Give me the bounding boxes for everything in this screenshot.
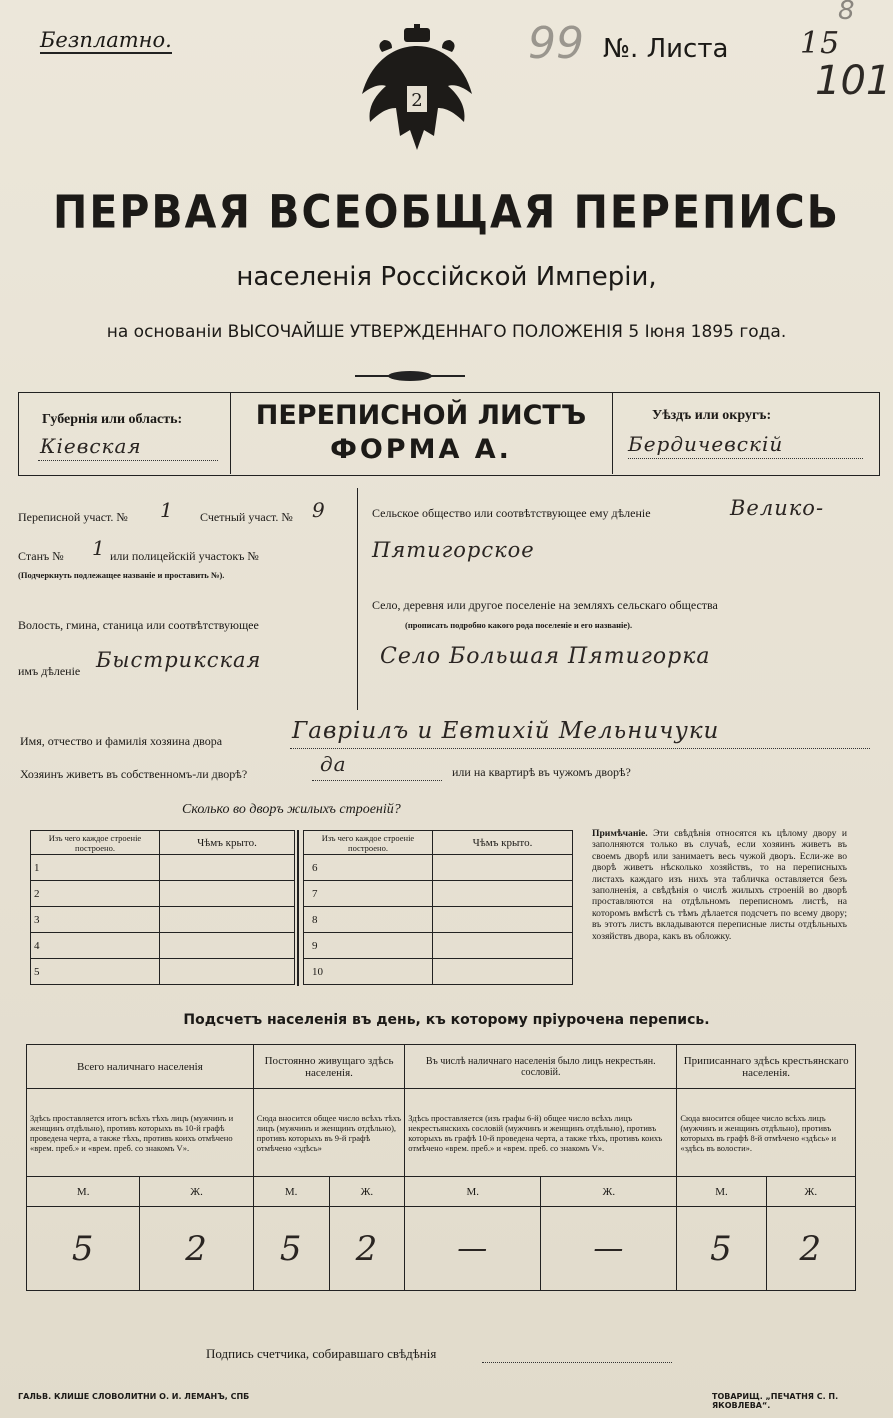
value-permanent-zh: 2 — [329, 1207, 405, 1291]
col-zh: Ж. — [140, 1177, 253, 1207]
pencil-number-right: 101 — [815, 58, 892, 104]
signature-label: Подпись счетчика, собиравшаго свѣдѣнія — [206, 1346, 437, 1361]
society-label: Сельское общество или соотвѣтствующее ему дѣленіе — [372, 506, 651, 520]
delenie-label: имъ дѣленіе — [18, 664, 81, 678]
buildings-table-left — [30, 830, 295, 985]
header-permanent: Постоянно живущаго здѣсь населенія. — [253, 1045, 404, 1089]
col-built-header: Изъ чего каждое строеніе построено. — [31, 831, 160, 855]
owner-name-label: Имя, отчество и фамилія хозяина двора — [20, 734, 223, 748]
pencil-number-left: 99 — [528, 18, 584, 69]
value-peasant-zh: 2 — [766, 1207, 855, 1291]
gubernia-value: Кіевская — [40, 434, 142, 458]
desc-permanent: Сюда вносится общее число всѣхъ тѣхъ лицъ (мужчинъ и женщинъ отдѣльно), противъ которыхъ въ 9-й графѣ отмѣчено «здѣсь» — [253, 1089, 404, 1177]
double-headed-eagle-emblem — [352, 24, 482, 159]
value-nonpeasant-zh: — — [541, 1207, 677, 1291]
uchast-value: 1 — [160, 498, 174, 522]
sheet-number: 15 — [800, 26, 841, 61]
form-subtitle: ФОРМА А. — [330, 434, 512, 465]
volost-label: Волость, гмина, станица или соотвѣтствующее — [18, 618, 259, 632]
value-total-m: 5 — [27, 1207, 140, 1291]
row-number: 5 — [31, 959, 160, 985]
form-title: ПЕРЕПИСНОЙ ЛИСТЪ — [255, 400, 587, 431]
header-peasant: Приписаннаго здѣсь крестьянскаго населенія. — [677, 1045, 856, 1089]
stan-value: 1 — [92, 536, 106, 560]
society-value-1: Велико- — [730, 496, 825, 520]
note-head: Примѣчаніе. — [592, 828, 648, 839]
basis-line: на основаніи ВЫСОЧАЙШЕ УТВЕРЖДЕННАГО ПОЛОЖЕНІЯ 5 Іюня 1895 года. — [106, 322, 787, 342]
village-label: Село, деревня или другое поселеніе на земляхъ сельскаго общества — [372, 598, 718, 612]
row-number: 10 — [304, 959, 433, 985]
sheet-label: №. Листа — [603, 34, 729, 64]
value-peasant-m: 5 — [677, 1207, 766, 1291]
stan-label: Станъ № — [18, 549, 64, 563]
col-zh: Ж. — [329, 1177, 405, 1207]
free-label: Безплатно. — [40, 28, 172, 52]
schet-label: Счетный участ. № — [200, 510, 293, 524]
owner-name-value: Гаврiилъ и Евтихiй Мельничуки — [292, 718, 720, 744]
buildings-question: Сколько во дворъ жилыхъ строеній? — [182, 802, 401, 817]
subtitle: населенія Россійской Имперіи, — [236, 262, 657, 292]
col-built-header: Изъ чего каждое строеніе построено. — [304, 831, 433, 855]
header-total: Всего наличнаго населенія — [27, 1045, 254, 1089]
row-number: 3 — [31, 907, 160, 933]
value-permanent-m: 5 — [253, 1207, 329, 1291]
desc-peasant: Сюда вносится общее число всѣхъ лицъ (мужчинъ и женщинъ отдѣльно), противъ которыхъ въ графѣ 8-й отмѣчено «здѣсь» и «здѣсь въ волости». — [677, 1089, 856, 1177]
svg-text:2: 2 — [411, 90, 423, 111]
col-roof-header: Чѣмъ крыто. — [160, 831, 295, 855]
village-value: Село Большая Пятигорка — [380, 644, 711, 669]
uchast-label: Переписной участ. № — [18, 510, 128, 524]
buildings-table-right — [303, 830, 573, 985]
col-m: М. — [27, 1177, 140, 1207]
uezd-label: Уѣздъ или округъ: — [652, 408, 772, 423]
row-number: 6 — [304, 855, 433, 881]
col-zh: Ж. — [766, 1177, 855, 1207]
desc-non-peasant: Здѣсь проставляется (изъ графы 6-й) общее число всѣхъ лицъ некрестьянскихъ сословій (мужчинъ и женщинъ отдѣльно), противъ которыхъ въ графѣ 10-й проведена черта, а также тѣхъ, противъ коихъ отмѣчено «врем. преб.» и «врем. преб. со знакомъ V». — [405, 1089, 677, 1177]
col-m: М. — [253, 1177, 329, 1207]
main-title: ПЕРВАЯ ВСЕОБЩАЯ ПЕРЕПИСЬ — [53, 185, 840, 239]
col-m: М. — [405, 1177, 541, 1207]
population-count-table — [26, 1044, 856, 1291]
buildings-note — [592, 828, 847, 942]
value-total-zh: 2 — [140, 1207, 253, 1291]
volost-value: Быстрикская — [96, 648, 262, 672]
pencil-corner: 8 — [838, 0, 855, 26]
printer-left: ГАЛЬВ. КЛИШЕ СЛОВОЛИТНИ О. И. ЛЕМАНЪ, СПБ — [18, 1392, 250, 1401]
row-number: 7 — [304, 881, 433, 907]
note-text: Эти свѣдѣнія относятся къ цѣлому двору и заполняются только въ случаѣ, если хозяинъ живетъ въ своемъ дворѣ или занимаетъ весь чужой дворъ. Если-же во дворѣ живетъ нѣсколько хозяйствъ, то на переписныхъ листахъ каждаго изъ нихъ эта табличка оставляется безъ заполненія, а свѣдѣнія о числѣ жилыхъ строеній во дворѣ проставляются на отдѣльномъ переписномъ листѣ, на которомъ вмѣстѣ съ тѣмъ дѣлается подсчетъ по всему двору; въ этотъ листъ вкладываются переписные листы отдѣльныхъ хозяйствъ двора, какъ въ обложку. — [592, 828, 847, 942]
col-zh: Ж. — [541, 1177, 677, 1207]
schet-value: 9 — [312, 498, 326, 522]
police-label: или полицейскій участокъ № — [110, 549, 259, 563]
desc-total: Здѣсь проставляется итогъ всѣхъ тѣхъ лицъ (мужчинъ и женщинъ отдѣльно), противъ которыхъ въ 10-й графѣ проведена черта, а также тѣхъ, противъ коихъ отмѣчено «врем. преб.» и «врем. преб. со знакомъ V». — [27, 1089, 254, 1177]
row-number: 4 — [31, 933, 160, 959]
lives-value: да — [320, 752, 347, 776]
or-label: или на квартирѣ въ чужомъ дворѣ? — [452, 765, 631, 779]
ornament-divider — [355, 368, 465, 384]
col-m: М. — [677, 1177, 766, 1207]
count-title: Подсчетъ населенія въ день, къ которому пріурочена перепись. — [183, 1012, 710, 1028]
printer-right: ТОВАРИЩ. „ПЕЧАТНЯ С. П. ЯКОВЛЕВА“. — [712, 1392, 839, 1410]
row-number: 1 — [31, 855, 160, 881]
col-roof-header: Чѣмъ крыто. — [433, 831, 573, 855]
lives-label: Хозяинъ живетъ въ собственномъ-ли дворѣ? — [20, 767, 248, 781]
row-number: 8 — [304, 907, 433, 933]
village-note: (прописать подробно какого рода поселеніе и его названіе). — [405, 620, 633, 630]
value-nonpeasant-m: — — [405, 1207, 541, 1291]
header-non-peasant: Въ числѣ наличнаго населенія было лицъ некрестьян. сословій. — [405, 1045, 677, 1089]
society-value-2: Пятигорское — [372, 538, 535, 562]
gubernia-label: Губернія или область: — [42, 412, 183, 427]
row-number: 2 — [31, 881, 160, 907]
uezd-value: Бердичевскій — [628, 432, 784, 456]
row-number: 9 — [304, 933, 433, 959]
underline-note: (Подчеркнуть подлежащее названіе и проставить №). — [18, 570, 225, 580]
